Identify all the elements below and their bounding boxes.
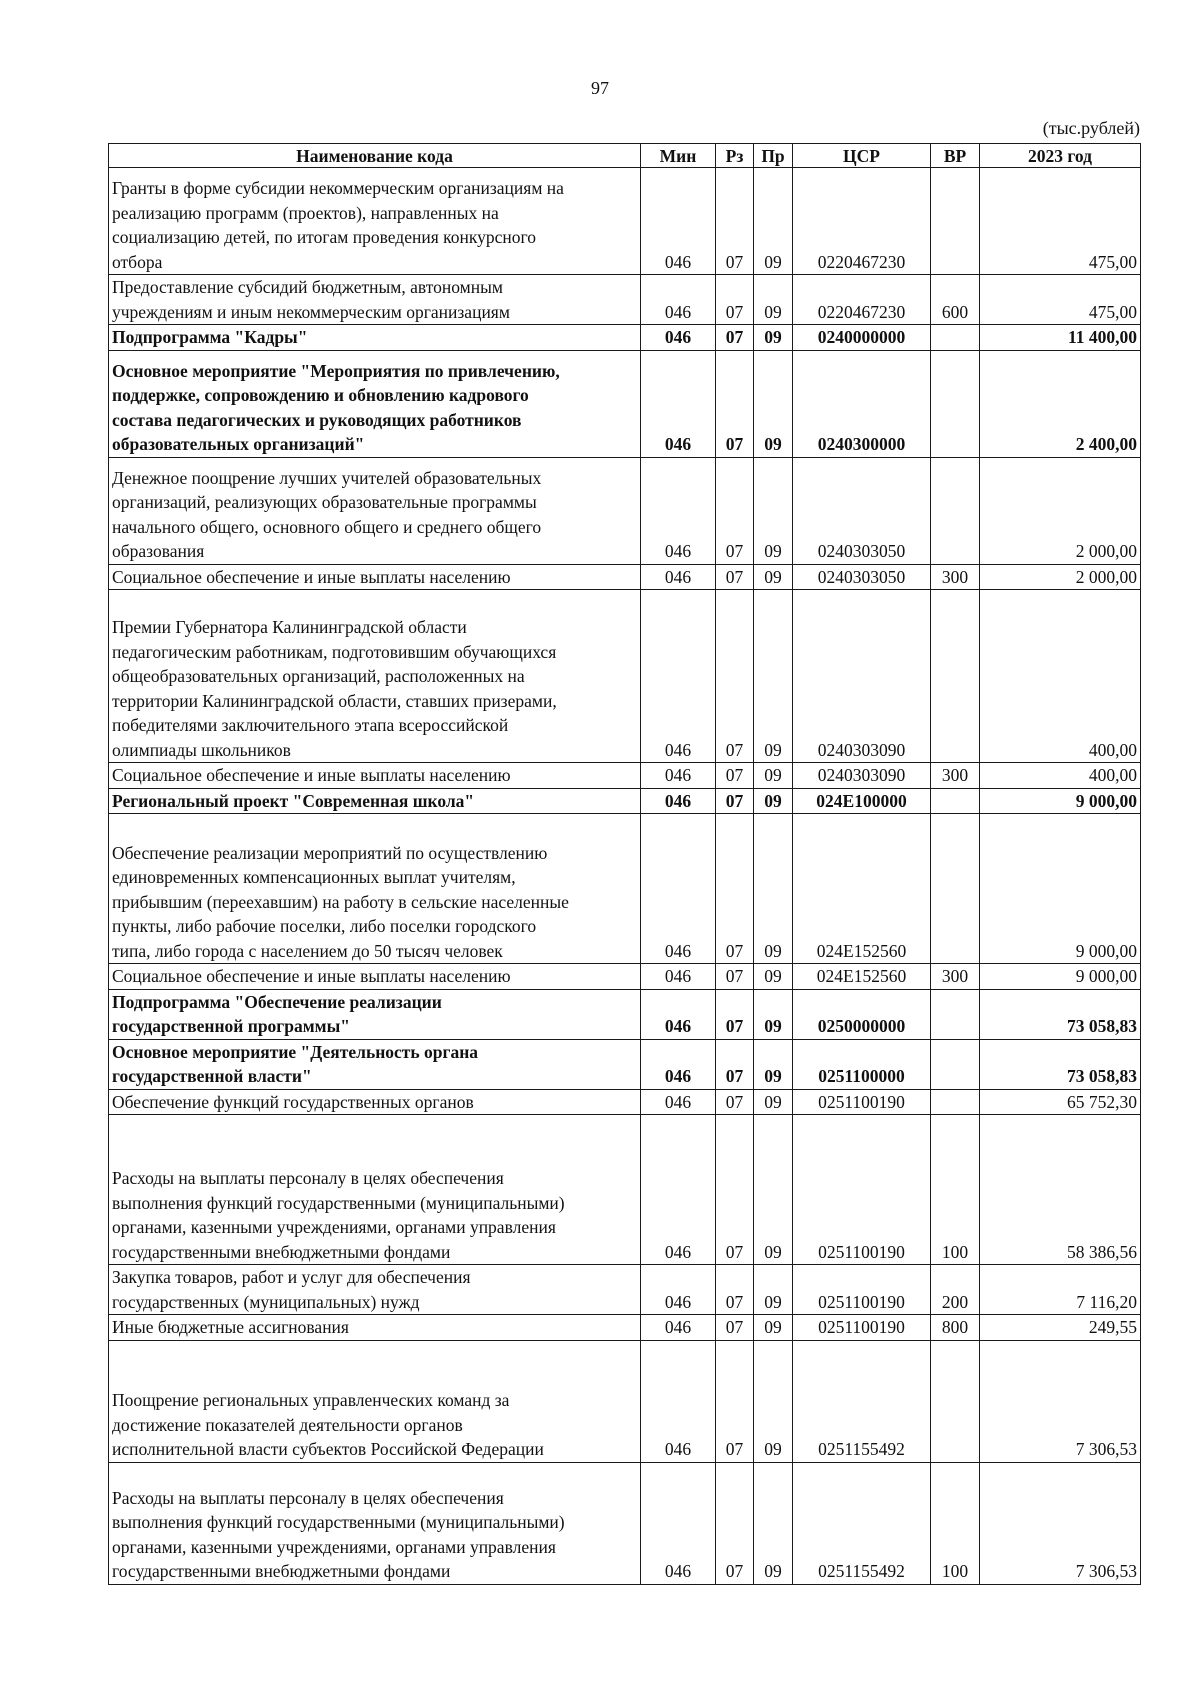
- row-min: 046: [641, 1462, 716, 1584]
- table-row: [109, 275, 1141, 325]
- row-sum: 7 306,53: [980, 1340, 1141, 1462]
- row-csr: 0240000000: [793, 325, 931, 351]
- row-sum: 400,00: [980, 763, 1141, 789]
- row-vr: [931, 325, 980, 351]
- table-row: [109, 1115, 1141, 1265]
- row-min: 046: [641, 350, 716, 457]
- row-min: 046: [641, 1115, 716, 1265]
- row-sum: 475,00: [980, 275, 1141, 325]
- row-csr: 0251155492: [793, 1462, 931, 1584]
- row-vr: 300: [931, 763, 980, 789]
- row-name: Расходы на выплаты персоналу в целях обеспечения выполнения функций государственными (муниципальными) органами, казенными учреждениями, органами управления государственными внебюджетными фондами: [109, 1115, 641, 1265]
- row-sum: 2 400,00: [980, 350, 1141, 457]
- row-sum: 9 000,00: [980, 788, 1141, 814]
- row-pr: 09: [754, 1315, 793, 1341]
- row-pr: 09: [754, 1265, 793, 1315]
- row-pr: 09: [754, 989, 793, 1039]
- row-sum: 9 000,00: [980, 814, 1141, 964]
- row-pr: 09: [754, 1462, 793, 1584]
- units-note: (тыс.рублей): [1042, 118, 1140, 138]
- row-pr: 09: [754, 457, 793, 564]
- row-name: Обеспечение функций государственных органов: [109, 1089, 641, 1115]
- row-vr: 600: [931, 275, 980, 325]
- row-rz: 07: [716, 590, 754, 763]
- row-pr: 09: [754, 350, 793, 457]
- row-sum: 73 058,83: [980, 1039, 1141, 1089]
- row-vr: [931, 457, 980, 564]
- row-vr: [931, 590, 980, 763]
- row-name: Гранты в форме субсидии некоммерческим организациям на реализацию программ (проектов), направленных на социализацию детей, по итогам проведения конкурсного отбора: [109, 168, 641, 275]
- table-row: [109, 564, 1141, 590]
- row-csr: 0240303090: [793, 763, 931, 789]
- row-min: 046: [641, 763, 716, 789]
- row-rz: 07: [716, 325, 754, 351]
- row-sum: 400,00: [980, 590, 1141, 763]
- row-name: Иные бюджетные ассигнования: [109, 1315, 641, 1341]
- row-name: Расходы на выплаты персоналу в целях обеспечения выполнения функций государственными (муниципальными) органами, казенными учреждениями, органами управления государственными внебюджетными фондами: [109, 1462, 641, 1584]
- row-rz: 07: [716, 1089, 754, 1115]
- row-sum: 2 000,00: [980, 564, 1141, 590]
- row-vr: 300: [931, 564, 980, 590]
- row-vr: 300: [931, 964, 980, 990]
- table-row: [109, 964, 1141, 990]
- row-sum: 475,00: [980, 168, 1141, 275]
- table-body: [109, 168, 1141, 1585]
- row-sum: 9 000,00: [980, 964, 1141, 990]
- row-pr: 09: [754, 1089, 793, 1115]
- table-row: [109, 350, 1141, 457]
- row-name: Подпрограмма "Кадры": [109, 325, 641, 351]
- row-csr: 0251155492: [793, 1340, 931, 1462]
- row-vr: [931, 989, 980, 1039]
- row-pr: 09: [754, 1340, 793, 1462]
- row-name: Подпрограмма "Обеспечение реализации государственной программы": [109, 989, 641, 1039]
- row-name: Обеспечение реализации мероприятий по осуществлению единовременных компенсационных выплат учителям, прибывшим (переехавшим) на работу в сельские населенные пункты, либо рабочие поселки, либо поселки городского типа, либо города с населением до 50 тысяч человек: [109, 814, 641, 964]
- row-min: 046: [641, 964, 716, 990]
- row-vr: 100: [931, 1115, 980, 1265]
- table-header-row: [109, 144, 1141, 168]
- row-rz: 07: [716, 350, 754, 457]
- row-rz: 07: [716, 275, 754, 325]
- row-pr: 09: [754, 168, 793, 275]
- row-vr: [931, 350, 980, 457]
- row-csr: 0240303090: [793, 590, 931, 763]
- row-vr: 100: [931, 1462, 980, 1584]
- row-name: Закупка товаров, работ и услуг для обеспечения государственных (муниципальных) нужд: [109, 1265, 641, 1315]
- row-pr: 09: [754, 1039, 793, 1089]
- row-sum: 249,55: [980, 1315, 1141, 1341]
- row-min: 046: [641, 590, 716, 763]
- table-row: [109, 1265, 1141, 1315]
- row-pr: 09: [754, 1115, 793, 1265]
- row-csr: 0240303050: [793, 564, 931, 590]
- row-rz: 07: [716, 763, 754, 789]
- row-vr: [931, 1340, 980, 1462]
- header-year: 2023 год: [980, 144, 1141, 168]
- row-min: 046: [641, 1265, 716, 1315]
- row-name: Социальное обеспечение и иные выплаты населению: [109, 763, 641, 789]
- table-row: [109, 989, 1141, 1039]
- table-row: [109, 1315, 1141, 1341]
- row-min: 046: [641, 1089, 716, 1115]
- row-rz: 07: [716, 168, 754, 275]
- row-min: 046: [641, 814, 716, 964]
- table-row: [109, 1462, 1141, 1584]
- row-rz: 07: [716, 1265, 754, 1315]
- row-pr: 09: [754, 788, 793, 814]
- table-row: [109, 1039, 1141, 1089]
- row-rz: 07: [716, 989, 754, 1039]
- row-rz: 07: [716, 1462, 754, 1584]
- table-row: [109, 763, 1141, 789]
- row-min: 046: [641, 788, 716, 814]
- row-vr: [931, 1089, 980, 1115]
- row-csr: 024E152560: [793, 964, 931, 990]
- row-min: 046: [641, 275, 716, 325]
- row-name: Предоставление субсидий бюджетным, автономным учреждениям и иным некоммерческим организациям: [109, 275, 641, 325]
- table-row: [109, 814, 1141, 964]
- row-csr: 024E152560: [793, 814, 931, 964]
- row-csr: 0251100190: [793, 1265, 931, 1315]
- row-rz: 07: [716, 964, 754, 990]
- row-csr: 0251100190: [793, 1089, 931, 1115]
- row-sum: 58 386,56: [980, 1115, 1141, 1265]
- row-rz: 07: [716, 788, 754, 814]
- row-rz: 07: [716, 1340, 754, 1462]
- row-csr: 0220467230: [793, 168, 931, 275]
- row-name: Социальное обеспечение и иные выплаты населению: [109, 564, 641, 590]
- table-row: [109, 788, 1141, 814]
- row-min: 046: [641, 1315, 716, 1341]
- row-vr: 800: [931, 1315, 980, 1341]
- header-rz: Рз: [716, 144, 754, 168]
- row-rz: 07: [716, 457, 754, 564]
- table-row: [109, 457, 1141, 564]
- row-min: 046: [641, 564, 716, 590]
- row-vr: [931, 1039, 980, 1089]
- row-name: Поощрение региональных управленческих команд за достижение показателей деятельности органов исполнительной власти субъектов Российской Федерации: [109, 1340, 641, 1462]
- row-name: Основное мероприятие "Деятельность органа государственной власти": [109, 1039, 641, 1089]
- row-min: 046: [641, 168, 716, 275]
- row-csr: 024E100000: [793, 788, 931, 814]
- row-vr: [931, 788, 980, 814]
- header-name: Наименование кода: [109, 144, 641, 168]
- row-name: Основное мероприятие "Мероприятия по привлечению, поддержке, сопровождению и обновлению кадрового состава педагогических и руководящих работников образовательных организаций": [109, 350, 641, 457]
- row-sum: 2 000,00: [980, 457, 1141, 564]
- row-csr: 0250000000: [793, 989, 931, 1039]
- row-csr: 0220467230: [793, 275, 931, 325]
- row-sum: 7 306,53: [980, 1462, 1141, 1584]
- row-csr: 0251100190: [793, 1115, 931, 1265]
- row-csr: 0240303050: [793, 457, 931, 564]
- row-csr: 0240300000: [793, 350, 931, 457]
- row-vr: [931, 168, 980, 275]
- row-rz: 07: [716, 1315, 754, 1341]
- row-min: 046: [641, 1340, 716, 1462]
- header-csr: ЦСР: [793, 144, 931, 168]
- table-row: [109, 1340, 1141, 1462]
- row-csr: 0251100190: [793, 1315, 931, 1341]
- row-name: Региональный проект "Современная школа": [109, 788, 641, 814]
- header-min: Мин: [641, 144, 716, 168]
- row-sum: 7 116,20: [980, 1265, 1141, 1315]
- table-row: [109, 325, 1141, 351]
- row-min: 046: [641, 1039, 716, 1089]
- budget-table: [108, 143, 1141, 1585]
- row-name: Денежное поощрение лучших учителей образовательных организаций, реализующих образовательные программы начального общего, основного общего и среднего общего образования: [109, 457, 641, 564]
- row-pr: 09: [754, 814, 793, 964]
- row-sum: 73 058,83: [980, 989, 1141, 1039]
- table-row: [109, 1089, 1141, 1115]
- row-rz: 07: [716, 1039, 754, 1089]
- row-pr: 09: [754, 763, 793, 789]
- row-rz: 07: [716, 564, 754, 590]
- header-vr: ВР: [931, 144, 980, 168]
- row-rz: 07: [716, 1115, 754, 1265]
- row-name: Социальное обеспечение и иные выплаты населению: [109, 964, 641, 990]
- row-pr: 09: [754, 564, 793, 590]
- row-pr: 09: [754, 325, 793, 351]
- table-row: [109, 168, 1141, 275]
- row-pr: 09: [754, 590, 793, 763]
- row-pr: 09: [754, 275, 793, 325]
- page-number: 97: [591, 78, 609, 98]
- row-vr: 200: [931, 1265, 980, 1315]
- row-vr: [931, 814, 980, 964]
- row-sum: 65 752,30: [980, 1089, 1141, 1115]
- row-name: Премии Губернатора Калининградской области педагогическим работникам, подготовившим обучающихся общеобразовательных организаций, расположенных на территории Калининградской области, ставших призерами, победителями заключительного этапа всероссийской олимпиады школьников: [109, 590, 641, 763]
- row-min: 046: [641, 325, 716, 351]
- row-sum: 11 400,00: [980, 325, 1141, 351]
- row-csr: 0251100000: [793, 1039, 931, 1089]
- header-pr: Пр: [754, 144, 793, 168]
- row-min: 046: [641, 989, 716, 1039]
- table-row: [109, 590, 1141, 763]
- row-pr: 09: [754, 964, 793, 990]
- row-min: 046: [641, 457, 716, 564]
- row-rz: 07: [716, 814, 754, 964]
